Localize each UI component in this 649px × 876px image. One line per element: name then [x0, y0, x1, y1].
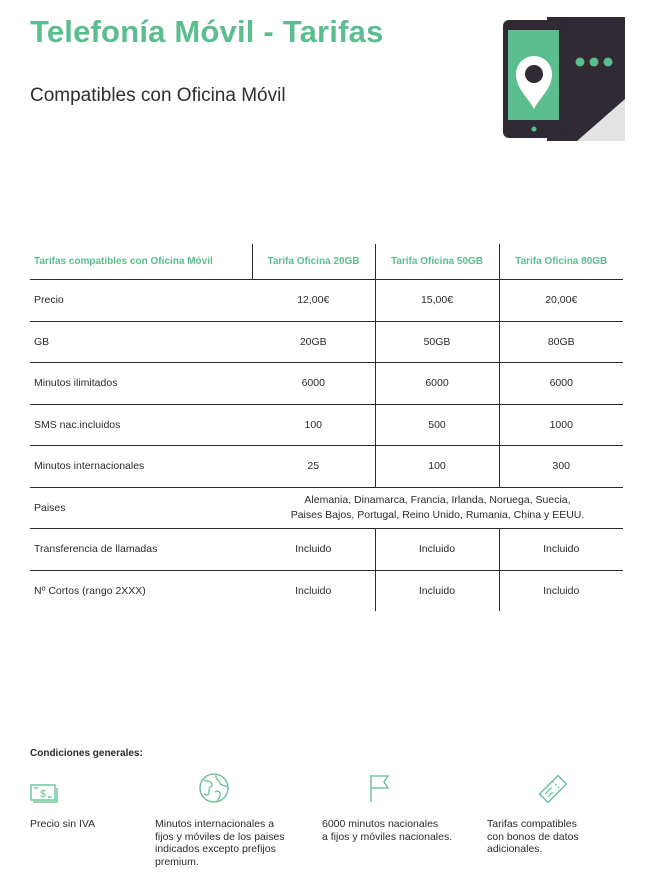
condition-text	[155, 818, 285, 868]
table-cell: Incluido	[252, 529, 375, 571]
table-row	[30, 321, 623, 363]
rates-table	[30, 244, 623, 611]
table-row	[30, 529, 623, 571]
table-cell: 25	[252, 446, 375, 488]
table-row	[30, 404, 623, 446]
phone-location-chat-icon	[503, 17, 625, 141]
conditions-title: Condiciones generales:	[30, 748, 143, 759]
table-cell: Incluido	[375, 570, 499, 611]
table-cell: 6000	[252, 363, 375, 405]
table-cell: 20,00€	[499, 280, 623, 322]
row-label: Minutos internacionales	[30, 446, 252, 488]
condition-line: fijos y móviles de los paises	[155, 830, 285, 843]
condition-text	[487, 818, 579, 856]
table-row	[30, 570, 623, 611]
ticket-icon	[537, 773, 569, 805]
countries-line: Alemania, Dinamarca, Francia, Irlanda, Noruega, Suecia,	[304, 493, 571, 506]
table-header-row	[30, 244, 623, 280]
row-label: Transferencia de llamadas	[30, 529, 252, 571]
table-cell: 20GB	[252, 321, 375, 363]
table-row-countries	[30, 487, 623, 529]
table-cell: 100	[252, 404, 375, 446]
condition-line: indicados excepto prefijos	[155, 843, 276, 855]
table-header-cell: Tarifa Oficina 80GB	[499, 244, 623, 280]
globe-icon	[198, 772, 230, 804]
condition-line: a fijos y móviles nacionales.	[322, 830, 453, 843]
table-cell: Incluido	[295, 584, 332, 597]
table-cell: 300	[499, 446, 623, 488]
row-label: Paises	[30, 487, 252, 529]
table-cell: 50GB	[375, 321, 499, 363]
table-cell: 80GB	[499, 321, 623, 363]
table-cell: Incluido	[375, 529, 499, 571]
table-cell: 12,00€	[252, 280, 375, 322]
table-cell: 15,00€	[375, 280, 499, 322]
table-cell: 100	[375, 446, 499, 488]
condition-line: 6000 minutos nacionales	[322, 818, 439, 830]
row-label: SMS nac.incluidos	[30, 404, 252, 446]
condition-line: Precio sin IVA	[30, 818, 96, 830]
condition-text	[322, 818, 452, 843]
table-header-cell: Tarifa Oficina 20GB	[252, 244, 375, 280]
table-row	[30, 446, 623, 488]
row-label: Nº Cortos (rango 2XXX)	[34, 584, 146, 597]
table-cell: 1000	[499, 404, 623, 446]
table-header-cell: Tarifa Oficina 50GB	[375, 244, 499, 280]
table-header-cell: Tarifas compatibles con Oficina Móvil	[30, 244, 252, 280]
countries-line: Paises Bajos, Portugal, Reino Unido, Rumania, China y EEUU.	[290, 508, 585, 521]
condition-line: con bonos de datos	[487, 830, 579, 843]
countries-cell	[252, 487, 623, 529]
condition-text	[30, 818, 95, 831]
money-bill-icon	[30, 782, 58, 804]
flag-icon	[368, 773, 392, 803]
condition-line: premium.	[155, 855, 199, 868]
condition-line: Tarifas compatibles	[487, 818, 577, 830]
table-cell: Incluido	[499, 570, 623, 611]
table-row	[30, 363, 623, 405]
table-cell: 6000	[499, 363, 623, 405]
table-cell: 6000	[375, 363, 499, 405]
table-row	[30, 280, 623, 322]
row-label: Precio	[30, 280, 252, 322]
svg-text:$: $	[40, 789, 46, 800]
table-cell: Incluido	[499, 529, 623, 571]
page-title: Telefonía Móvil - Tarifas	[30, 14, 384, 49]
row-label: GB	[30, 321, 252, 363]
row-label: Minutos ilimitados	[30, 363, 252, 405]
table-cell: 500	[375, 404, 499, 446]
condition-line: adicionales.	[487, 843, 543, 855]
page-subtitle: Compatibles con Oficina Móvil	[30, 85, 286, 106]
condition-line: Minutos internacionales a	[155, 818, 275, 830]
